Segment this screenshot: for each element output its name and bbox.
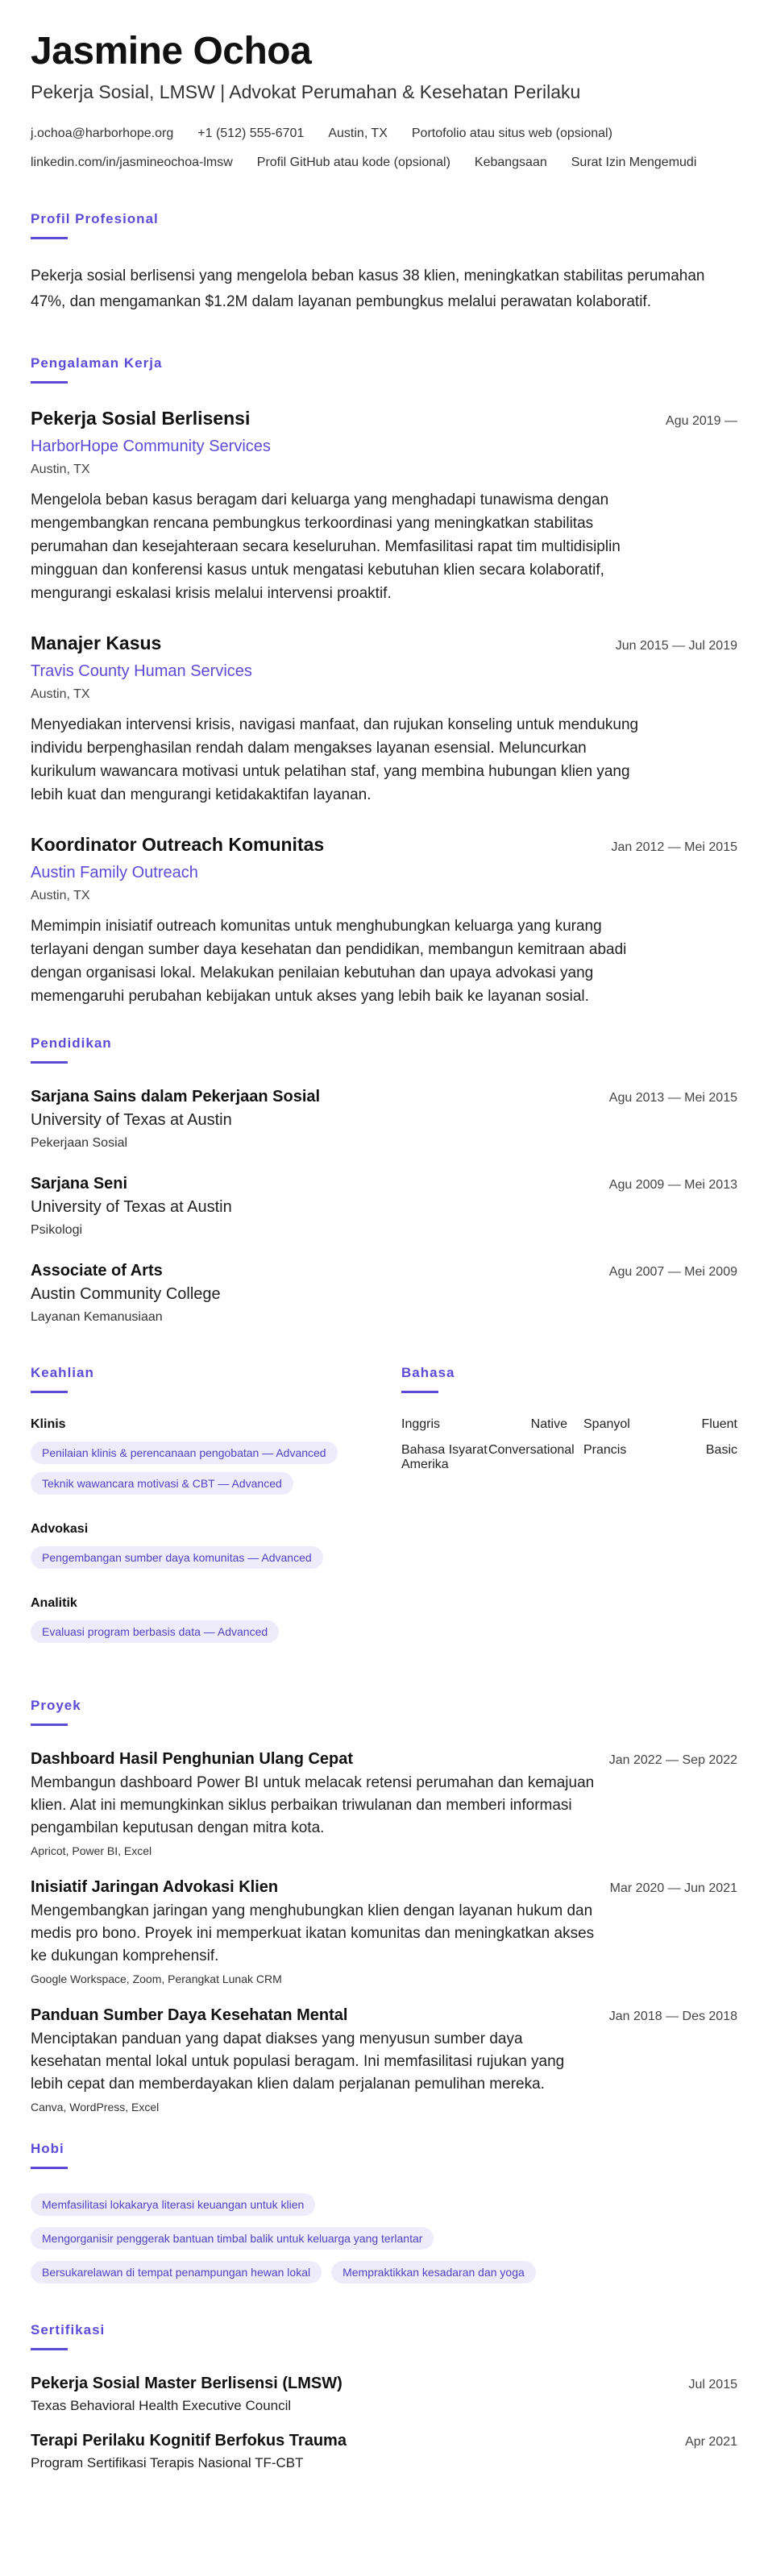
contact-email[interactable]: j.ochoa@harborhope.org (31, 126, 174, 140)
skills-languages-row (31, 1365, 737, 1670)
language-level: Basic (705, 1442, 737, 1457)
job-title: Koordinator Outreach Komunitas (31, 833, 325, 855)
project-entry (31, 1878, 737, 1985)
section-title: Profil Profesional (31, 210, 159, 226)
skill-group-title: Klinis (31, 1417, 66, 1431)
job-dates: Agu 2019 — (666, 413, 737, 428)
project-tools: Google Workspace, Zoom, Perangkat Lunak CRM (31, 1972, 282, 1985)
contact-location: Austin, TX (328, 126, 388, 140)
project-dates: Mar 2020 — Jun 2021 (609, 1881, 737, 1895)
education-dates: Agu 2009 — Mei 2013 (608, 1177, 737, 1192)
resume-header (31, 31, 737, 171)
project-title: Dashboard Hasil Penghunian Ulang Cepat (31, 1749, 354, 1768)
company-name: HarborHope Community Services (31, 437, 271, 455)
section-title: Proyek (31, 1697, 81, 1713)
education-entry (31, 1088, 737, 1151)
certification-date: Apr 2021 (685, 2434, 737, 2449)
skill-pill: Pengembangan sumber daya komunitas — Advanced (31, 1546, 323, 1569)
experience-entry (31, 633, 737, 807)
section-divider (31, 237, 68, 239)
project-dates: Jan 2018 — Des 2018 (608, 2009, 737, 2023)
school-name: University of Texas at Austin (31, 1197, 232, 1216)
contact-driving-license: Surat Izin Mengemudi (571, 155, 697, 169)
project-entry (31, 2006, 737, 2113)
job-description: Menyediakan intervensi krisis, navigasi manfaat, dan rujukan konseling untuk mendukung individu berpenghasilan rendah dalam mengakses layanan esensial. Meluncurkan kurikulum wawancara motivasi untuk pelatihan staf, yang membina hubungan klien yang lebih kuat dan mengurangi ketidakaktifan layanan. (31, 716, 639, 803)
section-title: Keahlian (31, 1364, 94, 1380)
job-location: Austin, TX (31, 462, 90, 476)
section-divider (31, 2348, 68, 2350)
section-divider (31, 2167, 68, 2169)
company-name: Austin Family Outreach (31, 863, 198, 881)
certification-entry (31, 2375, 737, 2414)
section-title: Hobi (31, 2140, 64, 2156)
project-tools: Canva, WordPress, Excel (31, 2100, 160, 2113)
section-title: Pendidikan (31, 1035, 112, 1051)
hobbies-section (31, 2141, 737, 2295)
education-dates: Agu 2007 — Mei 2009 (608, 1264, 737, 1279)
degree-title: Sarjana Seni (31, 1174, 128, 1193)
job-dates: Jun 2015 — Jul 2019 (615, 638, 737, 653)
language-list (401, 1417, 737, 1472)
languages-section (401, 1365, 737, 1670)
field-of-study: Psikologi (31, 1222, 83, 1237)
education-section (31, 1035, 737, 1325)
certification-issuer: Program Sertifikasi Terapis Nasional TF-CBT (31, 2454, 304, 2470)
company-name: Travis County Human Services (31, 662, 252, 680)
language-name: Inggris (401, 1417, 441, 1431)
school-name: University of Texas at Austin (31, 1110, 232, 1129)
project-description: Mengembangkan jaringan yang menghubungkan klien dengan layanan hukum dan medis pro bono. Proyek ini memperkuat ikatan komunitas dan meningkatkan akses ke dukungan komprehensif. (31, 1902, 595, 1964)
section-divider (401, 1391, 438, 1393)
hobby-pill: Memfasilitasi lokakarya literasi keuangan untuk klien (31, 2193, 315, 2216)
skill-group (31, 1417, 401, 1503)
project-title: Inisiatif Jaringan Advokasi Klien (31, 1877, 279, 1896)
section-divider (31, 381, 68, 384)
project-dates: Jan 2022 — Sep 2022 (608, 1753, 737, 1767)
project-entry (31, 1750, 737, 1857)
skills-section (31, 1365, 401, 1670)
projects-section (31, 1698, 737, 2113)
contact-list (31, 126, 737, 171)
project-description: Menciptakan panduan yang dapat diakses yang menyusun sumber daya kesehatan mental lokal untuk populasi beragam. Ini memfasilitasi rujukan yang lebih cepat dan memberdayakan klien dalam perjalanan pemulihan mereka. (31, 2030, 565, 2093)
skill-pill: Penilaian klinis & perencanaan pengobatan — Advanced (31, 1441, 338, 1464)
section-divider (31, 1061, 68, 1064)
candidate-name: Jasmine Ochoa (31, 30, 312, 73)
job-description: Mengelola beban kasus beragam dari keluarga yang menghadapi tunawisma dengan mengembangkan rencana pembungkus terkoordinasi yang meningkatkan stabilitas perumahan dan kesejahteraan secara keseluruhan. Memfasilitasi rapat tim multidisiplin mingguan dan konferensi kasus untuk mengatasi kebutuhan klien secara kolaboratif, mengurangi eskalasi krisis melalui intervensi proaktif. (31, 491, 621, 602)
job-title: Pekerja Sosial Berlisensi (31, 407, 251, 429)
language-name: Bahasa Isyarat Amerika (401, 1442, 488, 1471)
certification-entry (31, 2432, 737, 2471)
language-name: Prancis (583, 1442, 627, 1457)
contact-github[interactable]: Profil GitHub atau kode (opsional) (256, 155, 450, 169)
project-description: Membangun dashboard Power BI untuk melacak retensi perumahan dan kemajuan klien. Alat ini memungkinkan siklus perbaikan triwulanan dan memberi informasi pengambilan keputusan dengan mitra kota. (31, 1773, 595, 1836)
contact-portfolio[interactable]: Portofolio atau situs web (opsional) (411, 126, 612, 140)
section-title: Bahasa (401, 1364, 455, 1380)
contact-phone[interactable]: +1 (512) 555-6701 (197, 126, 305, 140)
experience-entry (31, 834, 737, 1008)
skill-group-title: Advokasi (31, 1521, 89, 1536)
language-level: Conversational (488, 1442, 575, 1457)
job-description: Memimpin inisiatif outreach komunitas untuk menghubungkan keluarga yang kurang terlayani dengan sumber daya kesehatan dan pendidikan, membangun kemitraan abadi dengan organisasi lokal. Melakukan penilaian kebutuhan dan upaya advokasi yang memengaruhi perubahan kebijakan untuk akses yang lebih baik ke layanan sosial. (31, 917, 627, 1005)
contact-nationality: Kebangsaan (474, 155, 547, 169)
section-title: Pengalaman Kerja (31, 355, 163, 371)
section-divider (31, 1724, 68, 1726)
language-level: Native (530, 1417, 567, 1431)
degree-title: Associate of Arts (31, 1261, 163, 1280)
experience-section (31, 355, 737, 1008)
hobby-pill: Mengorganisir penggerak bantuan timbal balik untuk keluarga yang terlantar (31, 2227, 434, 2250)
field-of-study: Pekerjaan Sosial (31, 1135, 128, 1150)
hobby-pill: Mempraktikkan kesadaran dan yoga (331, 2261, 536, 2284)
skill-group (31, 1596, 401, 1651)
certification-date: Jul 2015 (688, 2377, 737, 2391)
project-tools: Apricot, Power BI, Excel (31, 1844, 152, 1857)
summary-section (31, 211, 737, 315)
section-title: Sertifikasi (31, 2321, 106, 2337)
experience-entry (31, 408, 737, 605)
job-title: Manajer Kasus (31, 632, 162, 653)
certification-title: Pekerja Sosial Master Berlisensi (LMSW) (31, 2374, 342, 2392)
language-level: Fluent (701, 1417, 737, 1431)
certification-issuer: Texas Behavioral Health Executive Council (31, 2397, 292, 2413)
candidate-headline: Pekerja Sosial, LMSW | Advokat Perumahan & Kesehatan Perilaku (31, 81, 581, 102)
section-divider (31, 1391, 68, 1393)
job-location: Austin, TX (31, 687, 90, 701)
skill-pill: Evaluasi program berbasis data — Advanced (31, 1620, 279, 1643)
education-entry (31, 1262, 737, 1325)
job-location: Austin, TX (31, 888, 90, 902)
certification-title: Terapi Perilaku Kognitif Berfokus Trauma (31, 2431, 347, 2449)
hobby-list (31, 2193, 737, 2295)
degree-title: Sarjana Sains dalam Pekerjaan Sosial (31, 1087, 321, 1105)
language-name: Spanyol (583, 1417, 630, 1431)
contact-linkedin[interactable]: linkedin.com/in/jasmineochoa-lmsw (31, 155, 233, 169)
education-entry (31, 1175, 737, 1238)
job-dates: Jan 2012 — Mei 2015 (611, 840, 737, 854)
project-title: Panduan Sumber Daya Kesehatan Mental (31, 2006, 348, 2024)
certifications-section (31, 2322, 737, 2471)
skill-pill: Teknik wawancara motivasi & CBT — Advanced (31, 1472, 293, 1495)
field-of-study: Layanan Kemanusiaan (31, 1309, 163, 1324)
skill-group (31, 1522, 401, 1577)
summary-text: Pekerja sosial berlisensi yang mengelola beban kasus 38 klien, meningkatkan stabilitas perumahan 47%, dan mengamankan $1.2M dalam layanan pembungkus melalui perawatan kolaboratif. (31, 267, 705, 310)
hobby-pill: Bersukarelawan di tempat penampungan hewan lokal (31, 2261, 322, 2284)
education-dates: Agu 2013 — Mei 2015 (608, 1090, 737, 1105)
school-name: Austin Community College (31, 1284, 221, 1303)
skill-group-title: Analitik (31, 1595, 77, 1610)
